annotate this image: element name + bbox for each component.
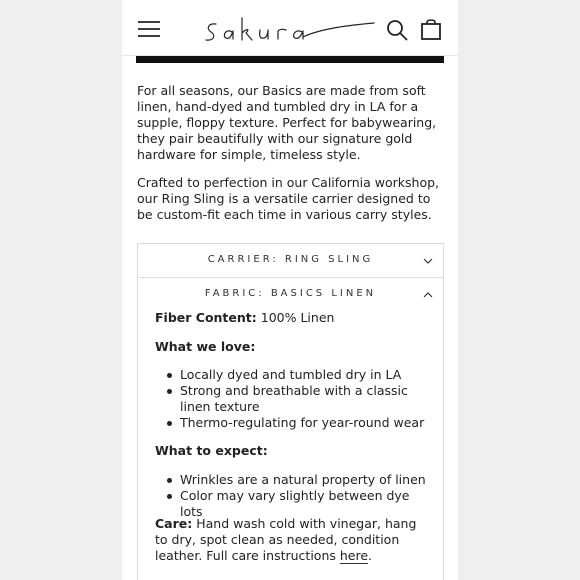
- description-paragraph: Crafted to perfection in our California workshop, our Ring Sling is a versatile carrier designed to be custom-fit each time in various carry styles.: [137, 175, 439, 222]
- product-accordion: [137, 243, 444, 580]
- fiber-label: Fiber Content:: [155, 310, 257, 325]
- care-link[interactable]: here: [339, 548, 369, 563]
- care-end: .: [368, 548, 373, 563]
- list-item: Thermo-regulating for year-round wear: [155, 415, 430, 431]
- chevron-down-icon: [423, 256, 433, 266]
- brand-logo[interactable]: [202, 14, 378, 48]
- accordion-item-carrier[interactable]: [138, 244, 443, 278]
- logo-script-icon: [202, 14, 378, 48]
- care-instructions: Hand wash cold with vinegar, hang to dry, spot clean as needed, condition leather. Full care instructions: [155, 516, 417, 563]
- expect-heading: What to expect:: [155, 443, 268, 458]
- fiber-value: 100% Linen: [260, 310, 335, 325]
- site-header: [122, 0, 458, 56]
- chevron-up-icon: [423, 290, 433, 300]
- fiber-content: [155, 310, 430, 326]
- accordion-title: FABRIC: BASICS LINEN: [204, 288, 377, 299]
- list-item: Strong and breathable with a classic linen texture: [155, 383, 430, 415]
- list-item: Wrinkles are a natural property of linen: [155, 472, 430, 488]
- description-paragraph: For all seasons, our Basics are made from soft linen, hand-dyed and tumbled dry in LA for a supple, floppy texture. Perfect for babywearing, they pair beautifully with our signature gold hardware for simple, timeless style.: [137, 83, 437, 162]
- love-list: [155, 367, 430, 431]
- image-bottom-edge: [136, 56, 444, 63]
- logo-text: [202, 14, 205, 15]
- accordion-item-fabric[interactable]: [138, 278, 443, 312]
- list-item: Locally dyed and tumbled dry in LA: [155, 367, 430, 383]
- list-item: Color may vary slightly between dye lots: [155, 488, 430, 520]
- care-label: Care:: [155, 516, 193, 531]
- menu-icon[interactable]: [137, 19, 161, 39]
- care-text: [155, 516, 430, 564]
- expect-list: [155, 472, 430, 520]
- product-page: [122, 0, 458, 580]
- love-heading: What we love:: [155, 339, 256, 354]
- accordion-title: CARRIER: RING SLING: [207, 254, 374, 265]
- search-icon[interactable]: [386, 19, 408, 41]
- bag-icon[interactable]: [420, 18, 442, 40]
